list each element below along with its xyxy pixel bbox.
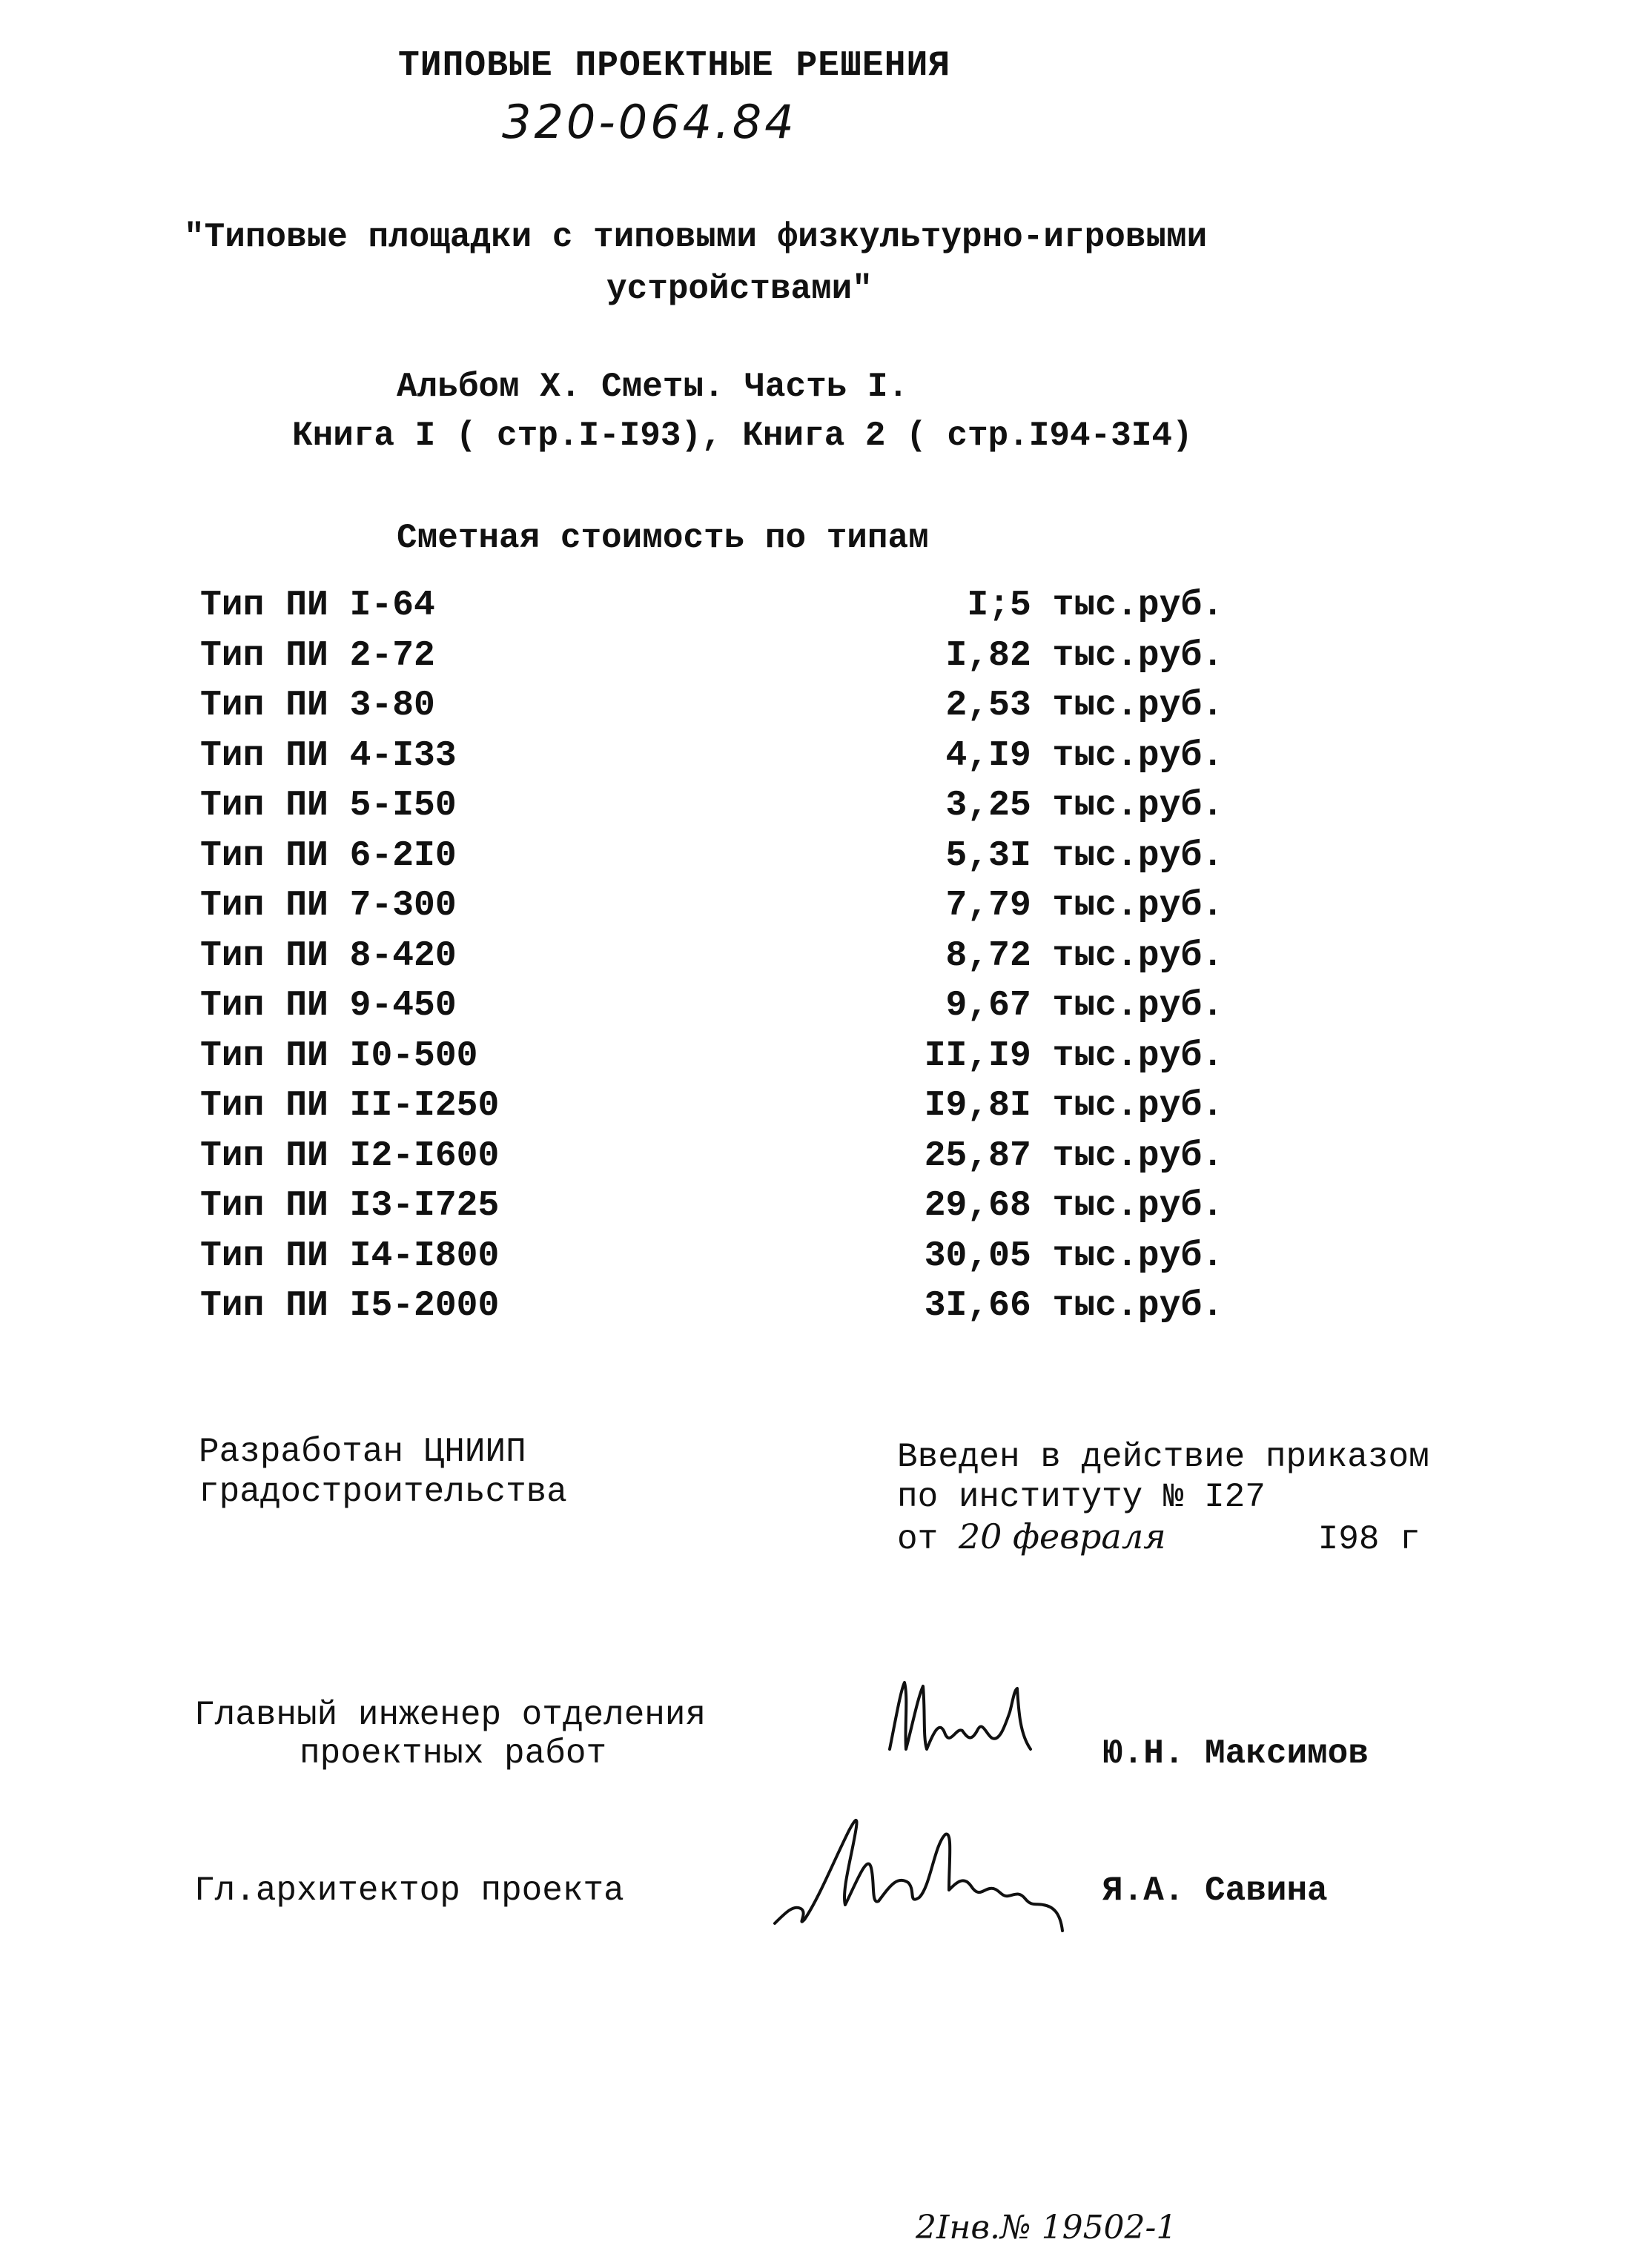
cost-value: 8,72 тыс.руб. — [945, 935, 1223, 976]
cost-value: 9,67 тыс.руб. — [945, 986, 1223, 1026]
cost-row — [200, 1236, 1223, 1287]
cost-row — [200, 1286, 1223, 1336]
cost-row — [200, 986, 1223, 1036]
enacted-line-2: по институту № I27 — [897, 1478, 1266, 1516]
cost-type: Тип ПИ II-I250 — [200, 1086, 500, 1126]
cost-row — [200, 886, 1223, 936]
cost-type: Тип ПИ 6-2I0 — [200, 835, 457, 876]
enacted-line-1: Введен в действие приказом — [897, 1438, 1429, 1476]
chief-architect-name: Я.А. Савина — [1102, 1871, 1328, 1910]
enacted-year: I98 г — [1317, 1520, 1421, 1559]
cost-value: 4,I9 тыс.руб. — [945, 735, 1223, 776]
cost-type: Тип ПИ 8-420 — [200, 935, 457, 976]
cost-type: Тип ПИ I5-2000 — [200, 1286, 500, 1326]
cost-type: Тип ПИ I2-I600 — [200, 1135, 500, 1176]
chief-engineer-signature — [882, 1668, 1060, 1771]
cost-heading: Сметная стоимость по типам — [397, 519, 929, 557]
chief-engineer-title-line-2: проектных работ — [300, 1734, 607, 1773]
cost-type: Тип ПИ 4-I33 — [200, 735, 457, 776]
cost-list — [200, 586, 1223, 1336]
developed-by-line-2: градостроительства — [199, 1473, 567, 1511]
cost-row — [200, 936, 1223, 987]
cost-type: Тип ПИ I4-I800 — [200, 1236, 500, 1276]
cost-value: 5,3I тыс.руб. — [945, 835, 1223, 876]
cost-row — [200, 1036, 1223, 1087]
series-number: 320-064.84 — [502, 95, 797, 149]
cost-type: Тип ПИ 2-72 — [200, 635, 435, 676]
chief-engineer-name: Ю.Н. Максимов — [1102, 1734, 1369, 1773]
series-title: ТИПОВЫЕ ПРОЕКТНЫЕ РЕШЕНИЯ — [398, 46, 951, 86]
cost-row — [200, 836, 1223, 886]
chief-engineer-title-line-1: Главный инженер отделения — [194, 1696, 707, 1734]
cost-row — [200, 1136, 1223, 1187]
developed-by-line-1: Разработан ЦНИИП — [199, 1433, 526, 1471]
cost-type: Тип ПИ 3-80 — [200, 686, 435, 726]
album-line: Альбом X. Сметы. Часть I. — [397, 368, 909, 406]
cost-type: Тип ПИ I0-500 — [200, 1035, 478, 1076]
cost-value: 30,05 тыс.руб. — [924, 1236, 1223, 1276]
cost-value: 2,53 тыс.руб. — [945, 686, 1223, 726]
cost-row — [200, 686, 1223, 736]
cost-value: 7,79 тыс.руб. — [945, 886, 1223, 926]
cost-row — [200, 736, 1223, 786]
cost-value: I9,8I тыс.руб. — [924, 1086, 1223, 1126]
cost-value: 3,25 тыс.руб. — [945, 786, 1223, 826]
cost-type: Тип ПИ 9-450 — [200, 986, 457, 1026]
cost-value: I,82 тыс.руб. — [945, 635, 1223, 676]
enacted-line-3 — [897, 1516, 1421, 1559]
books-line: Книга I ( стр.I-I93), Книга 2 ( стр.I94-3I4) — [292, 417, 1193, 455]
inventory-number: 2Iнв.№ 19502-1 — [916, 2209, 1177, 2247]
cost-value: II,I9 тыс.руб. — [924, 1035, 1223, 1076]
cost-row — [200, 1086, 1223, 1136]
project-title-line-1: "Типовые площадки с типовыми физкультурно-игровыми — [184, 218, 1208, 256]
cost-type: Тип ПИ I-64 — [200, 586, 435, 626]
enacted-date-prefix: от — [897, 1520, 959, 1559]
chief-architect-signature — [767, 1801, 1079, 1949]
project-title-line-2: устройствами" — [606, 270, 873, 308]
cost-row — [200, 586, 1223, 636]
cost-value: 3I,66 тыс.руб. — [924, 1286, 1223, 1326]
cost-type: Тип ПИ 5-I50 — [200, 786, 457, 826]
cost-row — [200, 1186, 1223, 1236]
cost-value: 29,68 тыс.руб. — [924, 1186, 1223, 1226]
cost-value: 25,87 тыс.руб. — [924, 1135, 1223, 1176]
cost-value: I;5 тыс.руб. — [967, 586, 1223, 626]
chief-architect-title: Гл.архитектор проекта — [194, 1871, 624, 1910]
cost-row — [200, 786, 1223, 836]
enacted-date: 20 февраля — [958, 1516, 1166, 1556]
cost-row — [200, 636, 1223, 686]
cost-type: Тип ПИ 7-300 — [200, 886, 457, 926]
cost-type: Тип ПИ I3-I725 — [200, 1186, 500, 1226]
